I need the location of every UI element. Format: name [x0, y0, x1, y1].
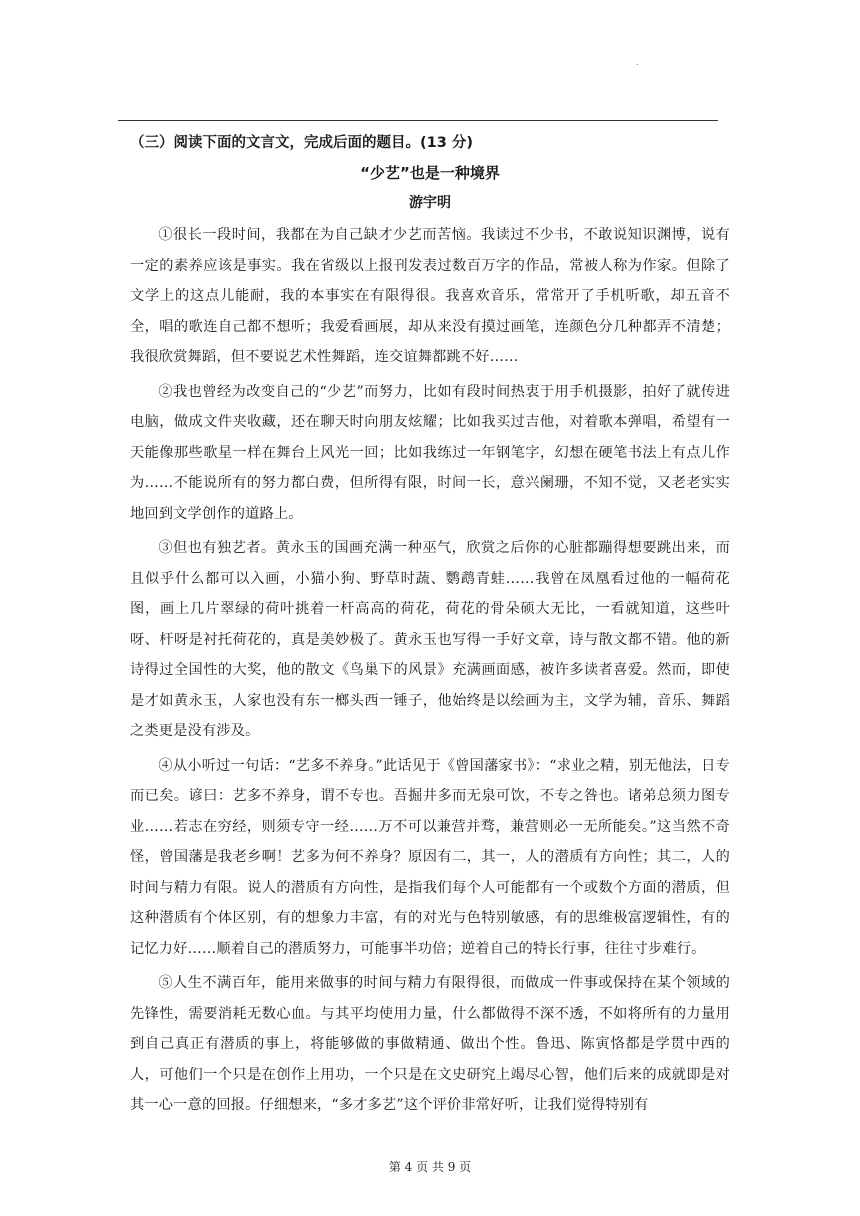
page-dot: . [636, 58, 639, 67]
page-content [130, 132, 730, 1125]
section-heading: （三）阅读下面的文言文，完成后面的题目。(13 分) [130, 135, 473, 151]
paragraph-1: ①很长一段时间，我都在为自己缺才少艺而苦恼。我读过不少书，不敢说知识渊博，说有一定的素养应该是事实。我在省级以上报刊发表过数百万字的作品，常被人称为作家。但除了文学上的这点儿能耐，我的本事实在有限得很。我喜欢音乐，常常开了手机听歌，却五音不全，唱的歌连自己都不想听；我爱看画展，却从来没有摸过画笔，连颜色分几种都弄不清楚；我很欣赏舞蹈，但不要说艺术性舞蹈，连交谊舞都跳不好…… [130, 227, 730, 365]
paragraph-4: ④从小听过一句话：“艺多不养身。”此话见于《曾国藩家书》：“求业之精，别无他法，日专而已矣。谚曰：艺多不养身，谓不专也。吾掘井多而无泉可饮，不专之咎也。诸弟总须力图专业……若志在穷经，则须专守一经……万不可以兼营并骛，兼营则必一无所能矣。”这当然不奇怪，曾国藩是我老乡啊！艺多为何不养身？原因有二，其一，人的潜质有方向性；其二，人的时间与精力有限。说人的潜质有方向性，是指我们每个人可能都有一个或数个方面的潜质，但这种潜质有个体区别，有的想象力丰富，有的对光与色特别敏感，有的思维极富逻辑性，有的记忆力好……顺着自己的潜质努力，可能事半功倍；逆着自己的特长行事，往往寸步难行。 [130, 757, 730, 957]
page-footer: 第 4 页 共 9 页 [388, 1160, 472, 1174]
paragraph-3: ③但也有独艺者。黄永玉的国画充满一种巫气，欣赏之后你的心脏都蹦得想要跳出来，而且似乎什么都可以入画，小猫小狗、野草时蔬、鹦鹉青蛙……我曾在凤凰看过他的一幅荷花图，画上几片翠绿的荷叶挑着一杆高高的荷花，荷花的骨朵硕大无比，一看就知道，这些叶呀、杆呀是衬托荷花的，真是美妙极了。黄永玉也写得一手好文章，诗与散文都不错。他的新诗得过全国性的大奖，他的散文《鸟巢下的风景》充满画面感，被许多读者喜爱。然而，即使是才如黄永玉，人家也没有东一榔头西一锤子，他始终是以绘画为主，文学为辅，音乐、舞蹈之类更是没有涉及。 [130, 540, 730, 739]
article-author: 游宇明 [409, 195, 451, 211]
paragraph-2: ②我也曾经为改变自己的“少艺”而努力，比如有段时间热衷于用手机摄影，拍好了就传进电脑，做成文件夹收藏，还在聊天时向朋友炫耀；比如我买过吉他，对着歌本弹唱，希望有一天能像那些歌星一样在舞台上风光一回；比如我练过一年钢笔字，幻想在硬笔书法上有点儿作为……不能说所有的努力都白费，但所得有限，时间一长，意兴阑珊，不知不觉，又老老实实地回到文学创作的道路上。 [130, 383, 730, 522]
article-title: “少艺”也是一种境界 [360, 164, 500, 182]
answer-line [118, 120, 718, 121]
paragraph-5: ⑤人生不满百年，能用来做事的时间与精力有限得很，而做成一件事或保持在某个领域的先锋性，需要消耗无数心血。与其平均使用力量，什么都做得不深不透，不如将所有的力量用到自己真正有潜质的事上，将能够做的事做精通、做出个性。鲁迅、陈寅恪都是学贯中西的人，可他们一个只是在创作上用功，一个只是在文史研究上竭尽心智，他们后来的成就即是对其一心一意的回报。仔细想来，“多才多艺”这个评价非常好听，让我们觉得特别有 [130, 975, 730, 1113]
